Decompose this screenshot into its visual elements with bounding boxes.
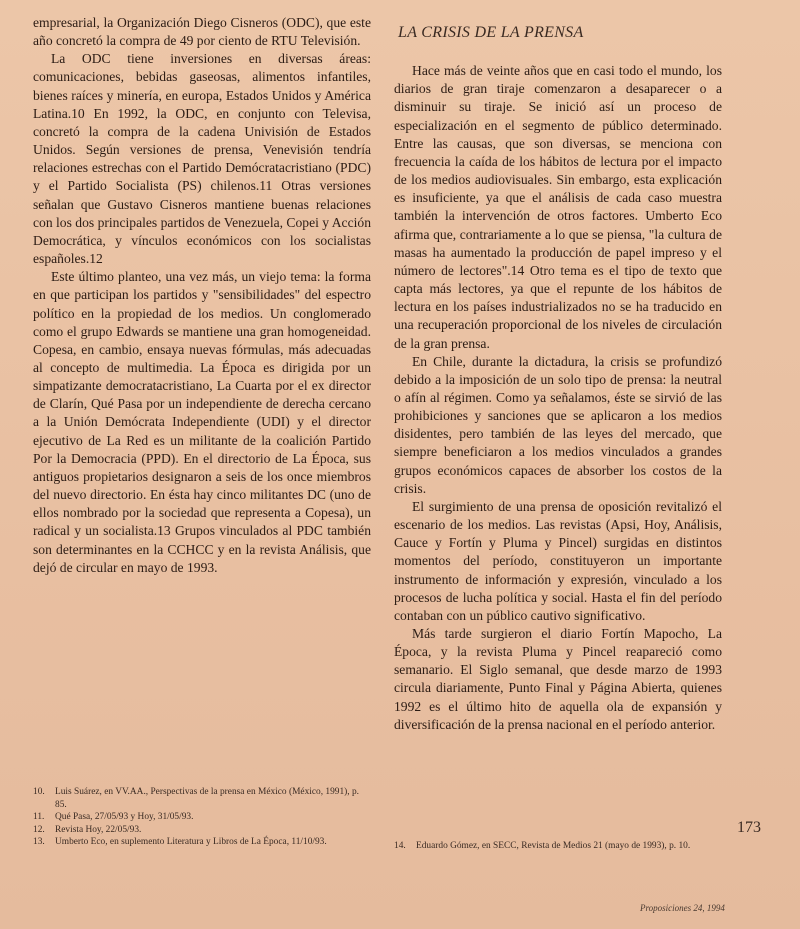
right-column	[394, 14, 722, 734]
footnote	[33, 824, 368, 837]
paragraph: Hace más de veinte años que en casi todo el mundo, los diarios de gran tiraje comenzaron a desaparecer o a disminuir su tiraje. Se inició así un proceso de especialización en el segmento de público determinado. Entre las causas, que son diversas, se menciona con frecuencia la caída de los hábitos de lectura por el impacto de los medios audiovisuales. Sin embargo, esta explicación es insuficiente, ya que el análisis de cada caso muestra también la intervención de otros factores. Umberto Eco afirma que, contrariamente a lo que se piensa, "la cultura de masas ha aumentado la producción de papel impreso y el número de lectores".14 Otro tema es el tipo de texto que capta más lectores, ya que el repunte de los hábitos de lectura en los países industrializados no se ha traducido en una recuperación proporcional de los niveles de circulación de la gran prensa.	[394, 63, 722, 351]
left-column	[33, 14, 371, 577]
paragraph: Más tarde surgieron el diario Fortín Mapocho, La Época, y la revista Pluma y Pincel reapareció como semanario. El Siglo semanal, que desde marzo de 1993 circula diariamente, Punto Final y Página Abierta, quienes 1992 es el último hito de aquella ola de expansión y diversificación de la prensa nacional en el período anterior.	[394, 626, 722, 732]
footnote	[394, 840, 724, 853]
footnote-number: 11.	[33, 812, 45, 823]
footnote-text: Revista Hoy, 22/05/93.	[55, 824, 142, 835]
paragraph: La ODC tiene inversiones en diversas áreas: comunicaciones, bebidas gaseosas, alimentos infantiles, bienes raíces y minería, en europa, Estados Unidos y América Latina.10 En 1992, la ODC, en conjunto con Televisa, concretó la compra de la cadena Univisión de Estados Unidos. Según versiones de prensa, Venevisión tendría relaciones estrechas con el Partido Demócratacristiano (PDC) y el Partido Socialista (PS) chilenos.11 Otras versiones señalan que Gustavo Cisneros mantiene buenas relaciones con los dos principales partidos de Venezuela, Copei y Acción Democrática, y vínculos económicos con los socialistas españoles.12	[33, 51, 371, 267]
footnote-text: Umberto Eco, en suplemento Literatura y Libros de La Época, 11/10/93.	[55, 837, 327, 848]
paragraph: empresarial, la Organización Diego Cisneros (ODC), que este año concretó la compra de 49 por ciento de RTU Televisión.	[33, 15, 371, 49]
page-number: 173	[737, 819, 761, 836]
paragraph: Este último planteo, una vez más, un viejo tema: la forma en que participan los partidos y "sensibilidades" del espectro político en la propiedad de los medios. Un conglomerado como el grupo Edwards se mantiene una gran homogeneidad. Copesa, en cambio, ensaya nuevas fórmulas, más adecuadas al concepto de multimedia. La Época es dirigida por un simpatizante democratacristiano, La Cuarta por el ex director de Clarín, Qué Pasa por un independiente de derecha cercano a la Unión Demócrata Independiente (UDI) y el director ejecutivo de La Red es un militante de la coalición Partido Por la Democracia (PPD). En el directorio de La Época, sus antiguos propietarios designaron a seis de los once miembros del nuevo directorio. En ésta hay cinco militantes DC (uno de ellos nombrado por la sociedad que representa a Copesa), un radical y un socialista.13 Grupos vinculados al PDC también son determinantes en la CCHCC y en la revista Análisis, que dejó de circular en mayo de 1993.	[33, 269, 371, 575]
paragraph: En Chile, durante la dictadura, la crisis se profundizó debido a la imposición de un solo tipo de prensa: la neutral o afín al régimen. Como ya señalamos, éste se sirvió de las prohibiciones y sanciones que se aplicaron a los medios disidentes, pero también de las leyes del mercado, que siempre beneficiaron a los medios vinculados a grandes grupos económicos capaces de absorber los costos de la crisis.	[394, 353, 722, 496]
footnotes-right	[394, 840, 724, 853]
footnote-number: 13.	[33, 837, 45, 848]
footnote	[33, 811, 368, 824]
footnote	[33, 786, 368, 811]
footnote-text: Eduardo Gómez, en SECC, Revista de Medios 21 (mayo de 1993), p. 10.	[416, 841, 691, 851]
paragraph: El surgimiento de una prensa de oposición revitalizó el escenario de los medios. Las revistas (Apsi, Hoy, Análisis, Cauce y Fortín y Pluma y Pincel) surgidas en distintos momentos del período, constituyeron un importante instrumento de información y expresión, vinculado a los procesos de lucha política y social. Hasta el fin del período contaban con un público cautivo significativo.	[394, 498, 722, 623]
section-title: LA CRISIS DE LA PRENSA	[398, 24, 584, 41]
running-footer: Proposiciones 24, 1994	[640, 903, 725, 913]
footnote-number: 14.	[394, 841, 406, 851]
footnote-number: 12.	[33, 824, 45, 835]
footnotes-left	[33, 786, 368, 849]
footnote-text: Qué Pasa, 27/05/93 y Hoy, 31/05/93.	[55, 812, 194, 823]
footnote-number: 10.	[33, 787, 45, 797]
footnote	[33, 836, 368, 849]
footnote-text: Luis Suárez, en VV.AA., Perspectivas de la prensa en México (México, 1991), p. 85.	[55, 787, 360, 810]
